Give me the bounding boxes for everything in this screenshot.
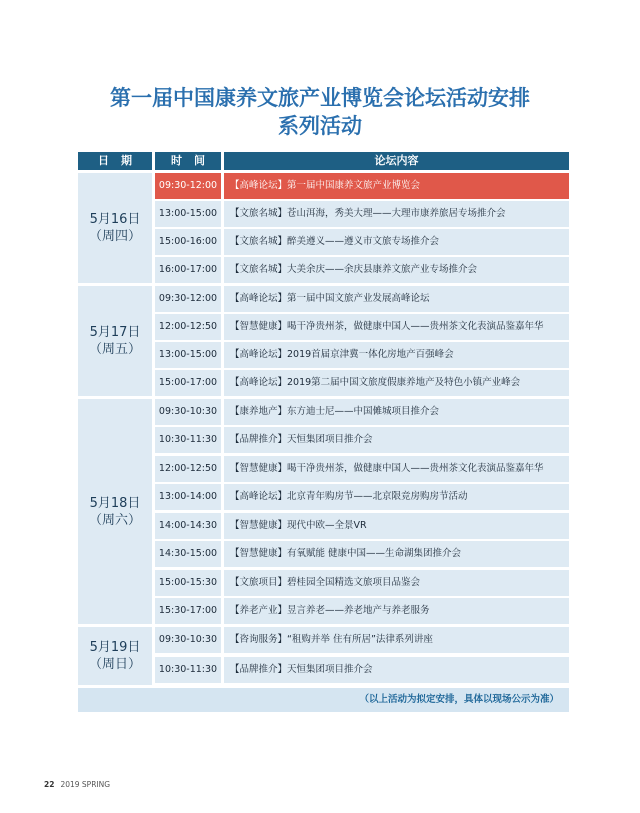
- row-content: 【养老产业】昱言养老——养老地产与养老服务: [224, 598, 569, 624]
- row-content: 【咨询服务】“租购并举 住有所居”法律系列讲座: [224, 627, 569, 653]
- day-weekday: （周四）: [88, 229, 141, 244]
- day-date: 5月19日: [89, 640, 141, 655]
- row-content: 【高峰论坛】第一届中国康养文旅产业博览会: [224, 173, 569, 199]
- day-date: 5月18日: [89, 495, 141, 511]
- disclaimer-note: （以上活动为拟定安排，具体以现场公示为准）: [78, 688, 569, 712]
- day-date: 5月16日: [89, 212, 141, 227]
- row-time: 15:00-17:00: [155, 370, 221, 396]
- row-time: 10:30-11:30: [155, 657, 221, 683]
- issue-label: 2019 SPRING: [60, 780, 111, 789]
- day-cell-518: [78, 399, 152, 624]
- row-content: 【文旅名城】醉美遵义——遵义市文旅专场推介会: [224, 229, 569, 255]
- day-cell-516: [78, 173, 152, 283]
- row-content: 【文旅名城】苍山洱海，秀美大理——大理市康养旅居专场推介会: [224, 201, 569, 227]
- header-time: 时间: [155, 152, 221, 170]
- row-content: 【高峰论坛】北京青年购房节——北京限竞房购房节活动: [224, 484, 569, 510]
- row-content: 【文旅项目】碧桂园全国精选文旅项目品鉴会: [224, 570, 569, 596]
- row-time: 12:00-12:50: [155, 314, 221, 340]
- row-time: 16:00-17:00: [155, 257, 221, 283]
- row-time: 14:00-14:30: [155, 513, 221, 539]
- header-date: 日期: [78, 152, 152, 170]
- row-content: 【高峰论坛】第一届中国文旅产业发展高峰论坛: [224, 286, 569, 312]
- row-content: 【文旅名城】大美余庆——余庆县康养文旅产业专场推介会: [224, 257, 569, 283]
- row-content: 【高峰论坛】2019第二届中国文旅度假康养地产及特色小镇产业峰会: [224, 370, 569, 396]
- day-date: 5月17日: [89, 325, 141, 340]
- row-time: 14:30-15:00: [155, 541, 221, 567]
- row-time: 13:00-14:00: [155, 484, 221, 510]
- row-time: 09:30-10:30: [155, 399, 221, 425]
- row-time: 12:00-12:50: [155, 456, 221, 482]
- row-time: 15:00-15:30: [155, 570, 221, 596]
- row-content: 【康养地产】东方迪士尼——中国傩城项目推介会: [224, 399, 569, 425]
- row-content: 【智慧健康】喝干净贵州茶，做健康中国人——贵州茶文化表演品鉴嘉年华: [224, 456, 569, 482]
- row-content: 【智慧健康】有氧赋能 健康中国——生命湖集团推介会: [224, 541, 569, 567]
- day-cell-517: [78, 286, 152, 396]
- header-content: 论坛内容: [224, 152, 569, 170]
- day-weekday: （周日）: [88, 657, 141, 672]
- page-number: 22: [44, 780, 55, 789]
- page-subtitle: 系列活动: [278, 114, 362, 138]
- day-cell-519: [78, 627, 152, 685]
- row-time: 15:00-16:00: [155, 229, 221, 255]
- page-footer: [44, 780, 110, 789]
- row-time: 13:00-15:00: [155, 201, 221, 227]
- row-time: 09:30-12:00: [155, 173, 221, 199]
- page-title: 第一届中国康养文旅产业博览会论坛活动安排: [110, 86, 530, 110]
- day-weekday: （周六）: [88, 512, 141, 528]
- row-time: 15:30-17:00: [155, 598, 221, 624]
- row-content: 【高峰论坛】2019首届京津冀一体化房地产百强峰会: [224, 342, 569, 368]
- day-weekday: （周五）: [88, 342, 141, 357]
- row-content: 【品牌推介】天恒集团项目推介会: [224, 427, 569, 453]
- row-content: 【智慧健康】喝干净贵州茶，做健康中国人——贵州茶文化表演品鉴嘉年华: [224, 314, 569, 340]
- row-content: 【智慧健康】现代中欧—全景VR: [224, 513, 569, 539]
- row-content: 【品牌推介】天恒集团项目推介会: [224, 657, 569, 683]
- row-time: 10:30-11:30: [155, 427, 221, 453]
- row-time: 09:30-12:00: [155, 286, 221, 312]
- row-time: 09:30-10:30: [155, 627, 221, 653]
- row-time: 13:00-15:00: [155, 342, 221, 368]
